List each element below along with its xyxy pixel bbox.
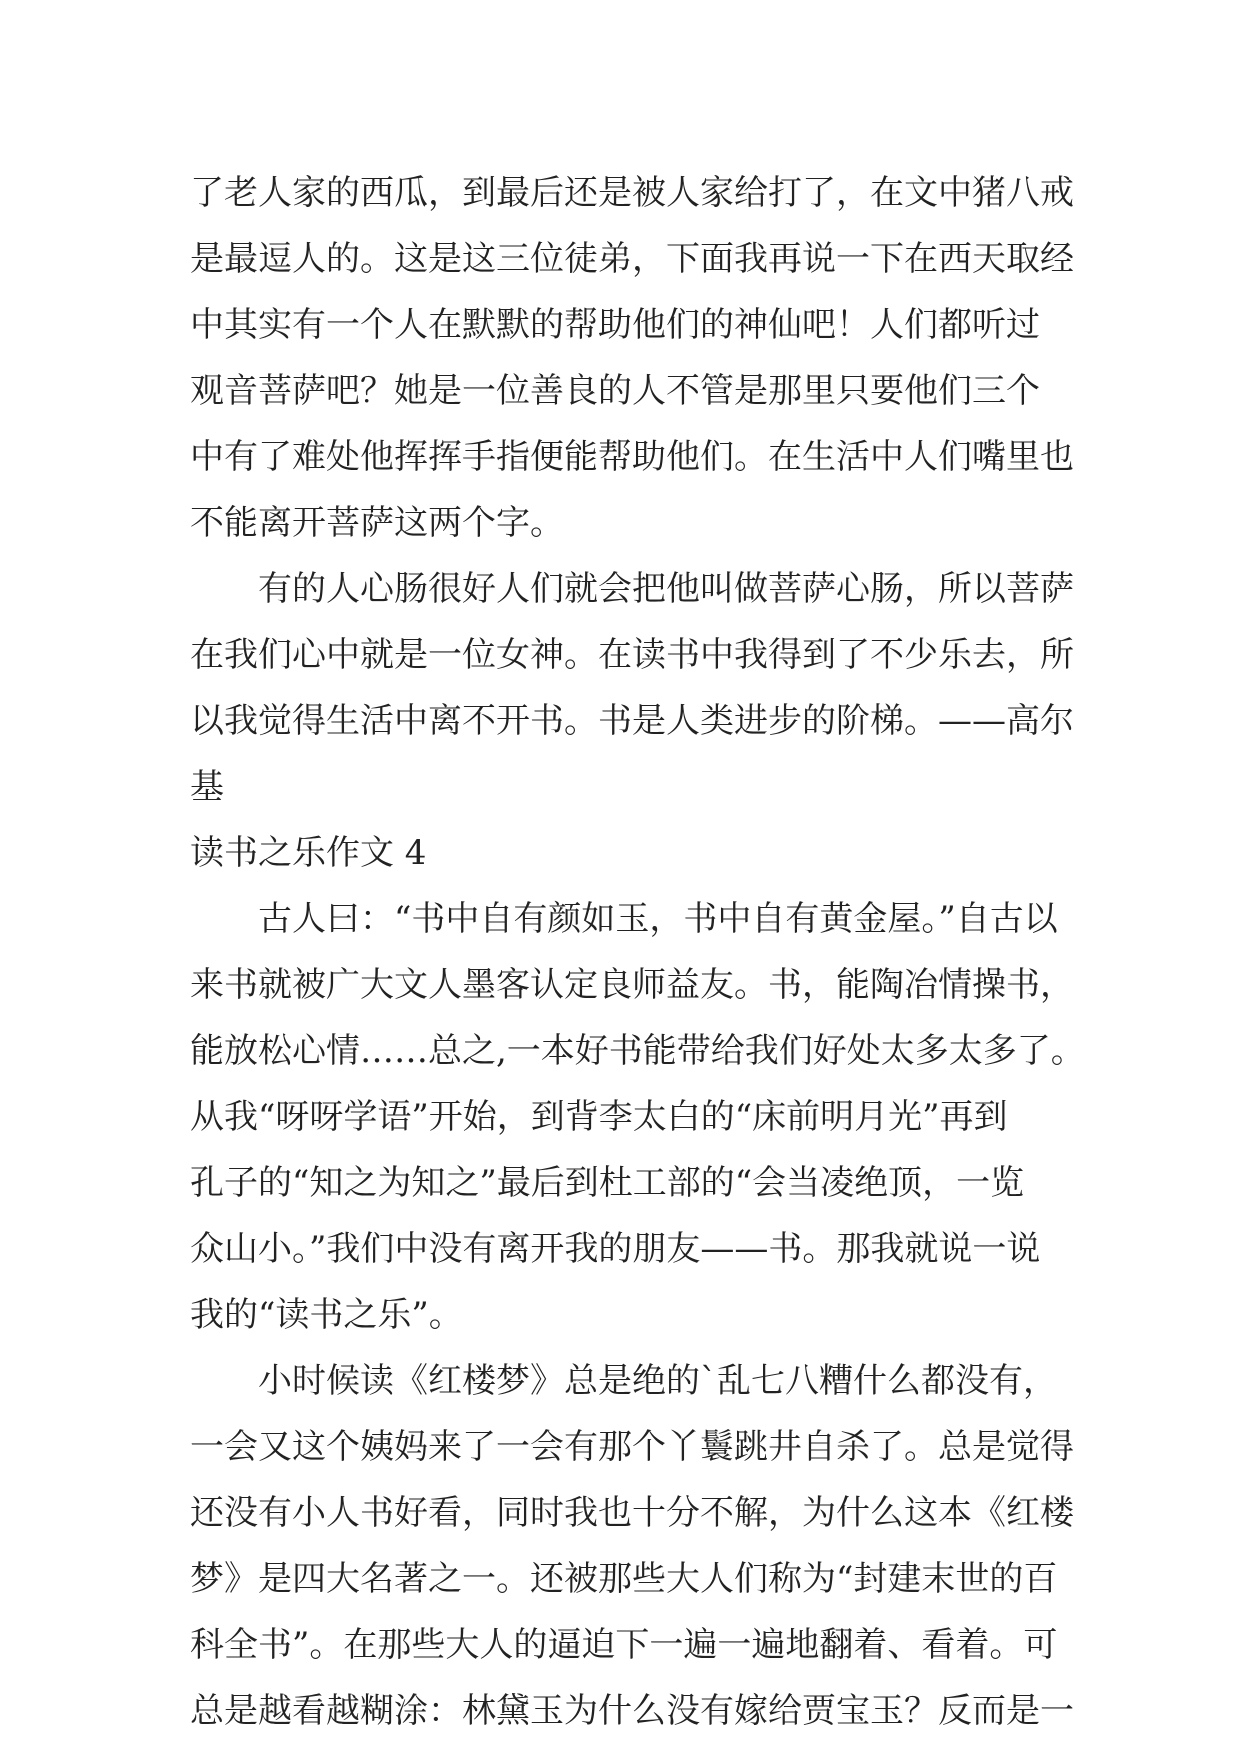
text-line: 一会又这个姨妈来了一会有那个丫鬟跳井自杀了。总是觉得 — [190, 1427, 1074, 1467]
text-line: 以我觉得生活中离不开书。书是人类进步的阶梯。——高尔 — [190, 701, 1074, 741]
text-line: 在我们心中就是一位女神。在读书中我得到了不少乐去，所 — [190, 635, 1074, 675]
text-line: 中其实有一个人在默默的帮助他们的神仙吧！人们都听过 — [190, 305, 1040, 345]
text-line: 古人曰：“书中自有颜如玉，书中自有黄金屋。”自古以 — [258, 899, 1058, 939]
paragraph-3 — [190, 886, 1085, 1348]
text-line: 不能离开菩萨这两个字。 — [190, 503, 564, 543]
text-line: 有的人心肠很好人们就会把他叫做菩萨心肠，所以菩萨 — [258, 569, 1074, 609]
text-line: 了老人家的西瓜，到最后还是被人家给打了，在文中猪八戒 — [190, 173, 1074, 213]
text-line: 还没有小人书好看，同时我也十分不解，为什么这本《红楼 — [190, 1493, 1074, 1533]
text-line: 能放松心情……总之,一本好书能带给我们好处太多太多了。 — [190, 1031, 1085, 1071]
text-line: 我的“读书之乐”。 — [190, 1295, 463, 1335]
text-line: 众山小。”我们中没有离开我的朋友——书。那我就说一说 — [190, 1229, 1041, 1269]
paragraph-2 — [190, 556, 1074, 820]
text-line: 基 — [190, 767, 224, 807]
text-line: 总是越看越糊涂：林黛玉为什么没有嫁给贾宝玉？反而是一 — [190, 1691, 1074, 1731]
text-line: 从我“呀呀学语”开始，到背李太白的“床前明月光”再到 — [190, 1097, 1008, 1137]
section-heading: 读书之乐作文 4 — [190, 833, 427, 873]
text-line: 观音菩萨吧？她是一位善良的人不管是那里只要他们三个 — [190, 371, 1040, 411]
text-line: 是最逗人的。这是这三位徒弟，下面我再说一下在西天取经 — [190, 239, 1074, 279]
paragraph-4 — [190, 1348, 1074, 1744]
document-page — [190, 160, 1085, 1744]
text-line: 小时候读《红楼梦》总是绝的`乱七八糟什么都没有， — [258, 1361, 1057, 1401]
paragraph-1 — [190, 160, 1074, 556]
text-line: 科全书”。在那些大人的逼迫下一遍一遍地翻着、看着。可 — [190, 1625, 1058, 1665]
text-line: 中有了难处他挥挥手指便能帮助他们。在生活中人们嘴里也 — [190, 437, 1074, 477]
text-line: 来书就被广大文人墨客认定良师益友。书，能陶冶情操书， — [190, 965, 1074, 1005]
text-line: 梦》是四大名著之一。还被那些大人们称为“封建末世的百 — [190, 1559, 1058, 1599]
text-line: 孔子的“知之为知之”最后到杜工部的“会当凌绝顶，一览 — [190, 1163, 1025, 1203]
